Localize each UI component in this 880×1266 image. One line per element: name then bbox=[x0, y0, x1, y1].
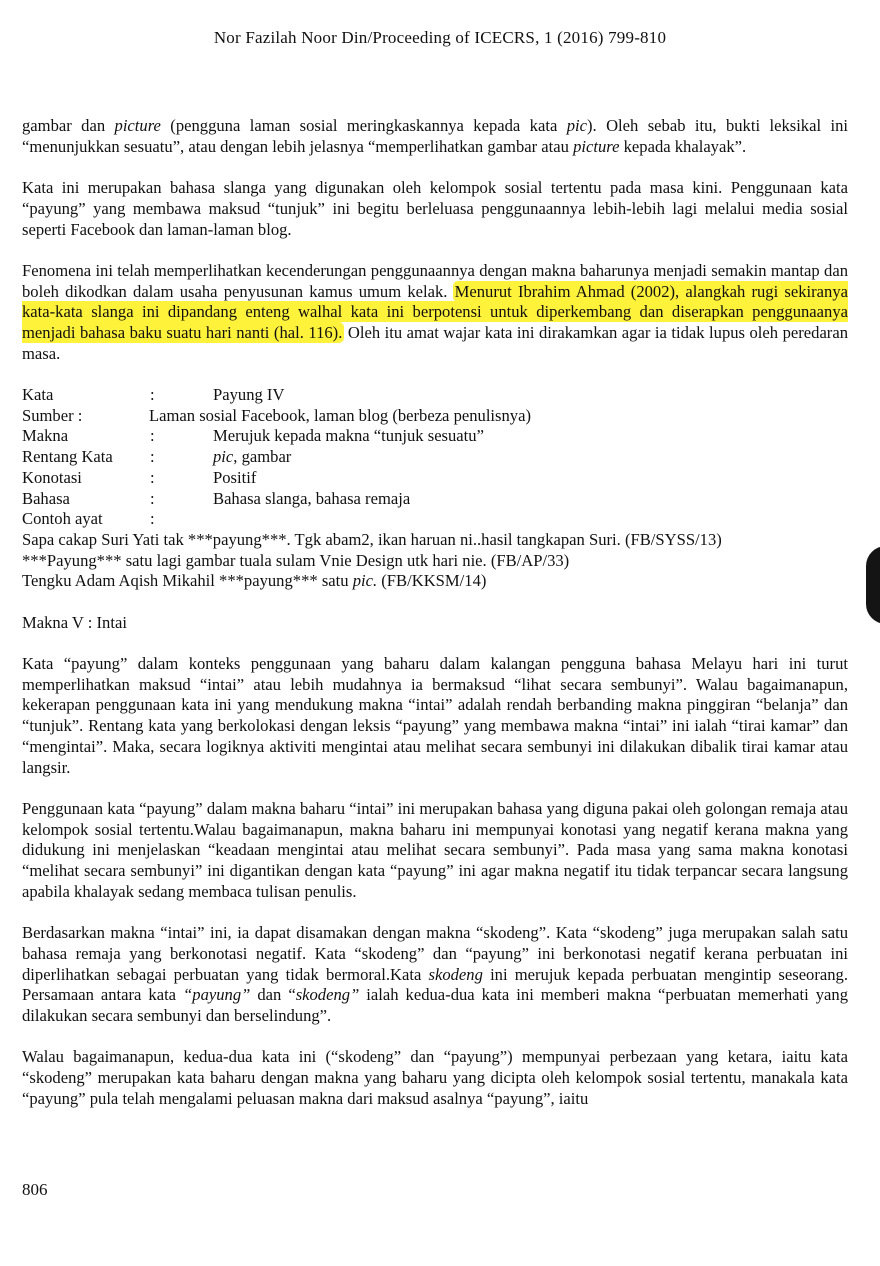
paragraph-5: Penggunaan kata “payung” dalam makna baharu “intai” ini merupakan bahasa yang diguna pakai oleh golongan remaja atau kelompok sosial tertentu.Walau bagaimanapun, makna baharu ini mempunyai konotasi yang negatif kerana makna yang didukung ini menjelaskan “keadaan mengintai atau melihat secara sembunyi”. Pada masa yang sama makna konotasi “melihat secara sembunyi” ini digantikan dengan kata “payung” ini agar makna negatif itu tidak terpancar secara langsung apabila khalayak sedang membaca tulisan penulis. bbox=[22, 798, 848, 901]
entry-label: Bahasa bbox=[22, 488, 70, 508]
entry-value: Laman sosial Facebook, laman blog (berbeza penulisnya) bbox=[149, 405, 531, 425]
entry-colon: : bbox=[150, 509, 155, 529]
text-run: Oleh itu amat wajar kata ini dirakamkan agar ia tidak lupus oleh peredaran masa. bbox=[22, 323, 848, 363]
text-run: ). Oleh sebab itu, bukti leksikal ini “menunjukkan sesuatu”, atau dengan lebih jelasnya “memperlihatkan gambar atau bbox=[22, 116, 848, 156]
entry-value bbox=[213, 447, 291, 468]
entry-row-kata bbox=[22, 385, 848, 406]
italic-term: “payung” bbox=[183, 985, 251, 1005]
entry-value: Merujuk kepada makna “tunjuk sesuatu” bbox=[213, 426, 484, 446]
page-number: 806 bbox=[22, 1180, 48, 1199]
entry-value: Payung IV bbox=[213, 385, 285, 405]
paragraph-3 bbox=[22, 261, 848, 365]
entry-row-bahasa bbox=[22, 489, 848, 510]
entry-value: Positif bbox=[213, 467, 257, 487]
dictionary-entry bbox=[22, 385, 848, 592]
example-sentence bbox=[22, 571, 848, 592]
entry-label: Konotasi bbox=[22, 467, 82, 487]
entry-colon: : bbox=[150, 447, 155, 467]
entry-label: Sumber : bbox=[22, 405, 83, 425]
text-run: gambar dan bbox=[22, 116, 115, 135]
italic-term: skodeng” bbox=[295, 985, 360, 1005]
paragraph-6 bbox=[22, 923, 848, 1027]
italic-term: pic bbox=[213, 447, 234, 467]
entry-row-konotasi bbox=[22, 468, 848, 489]
entry-row-makna bbox=[22, 426, 848, 447]
example-sentence: ***Payung*** satu lagi gambar tuala sulam Vnie Design utk hari nie. (FB/AP/33) bbox=[22, 550, 570, 570]
section-heading-makna-v: Makna V : Intai bbox=[22, 612, 127, 632]
paragraph-2: Kata ini merupakan bahasa slanga yang digunakan oleh kelompok sosial tertentu pada masa kini. Penggunaan kata “payung” yang membawa maksud “tunjuk” ini begitu berleluasa penggunaannya lebih-lebih lagi melalui media sosial seperti Facebook dan laman-laman blog. bbox=[22, 178, 848, 239]
entry-colon: : bbox=[150, 467, 155, 487]
italic-term: picture bbox=[573, 136, 620, 156]
highlighted-quote: Menurut Ibrahim Ahmad (2002), alangkah rugi sekiranya kata-kata slanga ini dipandang enteng walhal kata ini berpotensi untuk diperkembang dan diserapkan penggunaanya menjadi bahasa baku suatu hari nanti (hal. 116). bbox=[22, 281, 848, 342]
entry-row-sumber bbox=[22, 406, 848, 427]
entry-colon: : bbox=[150, 426, 155, 446]
paragraph-1 bbox=[22, 116, 848, 157]
paragraph-7: Walau bagaimanapun, kedua-dua kata ini (“skodeng” dan “payung”) mempunyai perbezaan yang ketara, iaitu kata “skodeng” merupakan kata baharu dengan makna yang baharu yang dicipta oleh kelompok sosial tertentu, manakala kata “payung” pula telah mengalami peluasan makna dari maksud asalnya “payung”, iaitu bbox=[22, 1047, 848, 1108]
entry-value: Bahasa slanga, bahasa remaja bbox=[213, 488, 411, 508]
entry-row-rentang-kata bbox=[22, 447, 848, 468]
italic-term: pic bbox=[566, 116, 587, 135]
text-run: (pengguna laman sosial meringkaskannya kepada kata bbox=[160, 116, 567, 135]
paragraph-4: Kata “payung” dalam konteks penggunaan yang baharu dalam kalangan pengguna bahasa Melayu hari ini turut memperlihatkan maksud “intai” atau lebih mudahnya ia bermaksud “lihat secara sembunyi”. Walau bagaimanapun, kekerapan penggunaan kata ini yang mendukung makna “intai” adalah rendah berbanding makna pinggiran “belanja” dan “tunjuk”. Rentang kata yang berkolokasi dengan leksis “payung” yang membawa makna “intai” ini ialah “tirai kamar” dan “mengintai”. Maka, secara logiknya aktiviti mengintai atau melihat secara sembunyi ini dilakukan dibalik tirai kamar atau langsir. bbox=[22, 654, 848, 777]
entry-row-contoh-ayat bbox=[22, 509, 848, 530]
italic-term: pic. bbox=[352, 571, 378, 591]
text-run: Berdasarkan makna “intai” ini, ia dapat disamakan dengan makna “skodeng”. Kata “skodeng” juga merupakan salah satu bahasa remaja yang berkonotasi negatif. Kata “skodeng” dan “payung” ini berkonotasi negatif kerana perbuatan ini diperlihatkan sebagai perbuatan yang tidak bermoral.Kata bbox=[22, 923, 848, 984]
example-sentence: Sapa cakap Suri Yati tak ***payung***. Tgk abam2, ikan haruan ni..hasil tangkapan Suri. (FB/SYSS/13) bbox=[22, 529, 722, 549]
italic-term: picture bbox=[114, 116, 161, 135]
entry-colon: : bbox=[150, 385, 155, 405]
entry-label: Rentang Kata bbox=[22, 447, 113, 467]
text-run: , gambar bbox=[233, 447, 292, 467]
text-run: ini merujuk kepada perbuatan mengintip seseorang. Persamaan antara kata bbox=[22, 964, 848, 1005]
entry-label: Makna bbox=[22, 426, 69, 446]
entry-label: Contoh ayat bbox=[22, 509, 103, 529]
entry-colon: : bbox=[150, 488, 155, 508]
text-run: dan “ bbox=[250, 985, 296, 1005]
text-run: Tengku Adam Aqish Mikahil ***payung*** satu bbox=[22, 571, 353, 591]
edge-shadow-mark bbox=[866, 546, 880, 624]
italic-term: skodeng bbox=[428, 964, 483, 984]
text-run: kepada khalayak”. bbox=[619, 136, 747, 156]
entry-label: Kata bbox=[22, 385, 54, 405]
body-text bbox=[22, 116, 848, 1130]
running-header: Nor Fazilah Noor Din/Proceeding of ICECRS, 1 (2016) 799-810 bbox=[213, 28, 667, 47]
text-run: ialah kedua-dua kata ini memberi makna “perbuatan memerhati yang dilakukan secara sembunyi dan berselindung”. bbox=[22, 985, 848, 1025]
text-run: Fenomena ini telah memperlihatkan kecenderungan penggunaannya dengan makna baharunya menjadi semakin mantap dan boleh dikodkan dalam usaha penyusunan kamus umum kelak. bbox=[22, 260, 848, 301]
text-run: (FB/KKSM/14) bbox=[377, 571, 487, 591]
